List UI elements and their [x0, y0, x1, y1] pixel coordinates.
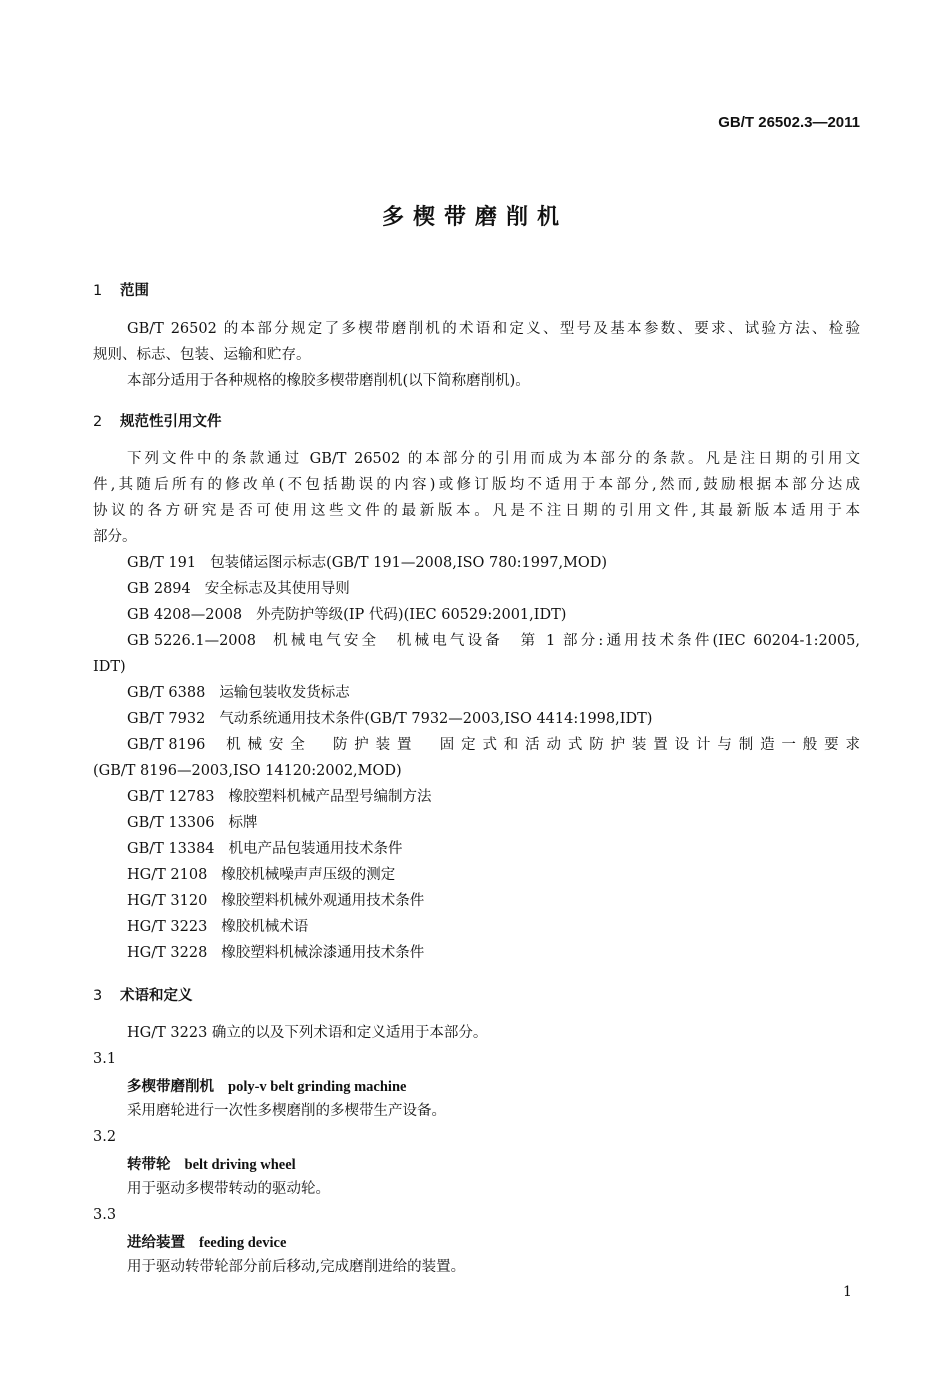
reference-code: GB 4208—2008	[127, 607, 243, 623]
paragraph: 本部分适用于各种规格的橡胶多楔带磨削机(以下简称磨削机)。	[127, 373, 530, 389]
reference-item	[127, 709, 860, 729]
paragraph-line: 下列文件中的条款通过 GB/T 26502 的本部分的引用而成为本部分的条款。凡是注日期的引用文	[127, 451, 860, 467]
section-number: 1	[93, 283, 103, 299]
reference-code: GB 2894	[127, 581, 191, 597]
reference-item	[127, 787, 860, 807]
reference-title: 机电产品包装通用技术条件	[228, 841, 403, 857]
reference-code: GB/T 13384	[127, 841, 215, 857]
reference-item	[127, 865, 860, 885]
term-heading	[127, 1075, 406, 1096]
reference-item	[127, 917, 860, 937]
reference-code: GB/T 8196	[127, 737, 206, 753]
reference-code: HG/T 2108	[127, 867, 208, 883]
reference-title: 气动系统通用技术条件(GB/T 7932—2003,ISO 4414:1998,IDT)	[219, 711, 653, 727]
term-definition: 用于驱动转带轮部分前后移动,完成磨削进给的装置。	[127, 1259, 466, 1275]
reference-code: HG/T 3228	[127, 945, 208, 961]
term-number: 3.2	[93, 1129, 117, 1145]
section-number: 2	[93, 414, 103, 430]
reference-title: 运输包装收发货标志	[219, 685, 350, 701]
term-zh: 多楔带磨削机	[127, 1078, 214, 1095]
paragraph-line: 协议的各方研究是否可使用这些文件的最新版本。凡是不注日期的引用文件,其最新版本适用于本	[93, 503, 860, 519]
standard-number: GB/T 26502.3—2011	[718, 114, 860, 131]
reference-title: 橡胶机械噪声声压级的测定	[221, 867, 396, 883]
section-2-heading	[93, 410, 222, 431]
term-heading	[127, 1231, 286, 1252]
term-number: 3.3	[93, 1207, 117, 1223]
reference-code: HG/T 3120	[127, 893, 208, 909]
reference-code: HG/T 3223	[127, 919, 208, 935]
section-title: 规范性引用文件	[120, 414, 222, 430]
section-title: 术语和定义	[120, 988, 193, 1004]
term-definition: 采用磨轮进行一次性多楔磨削的多楔带生产设备。	[127, 1103, 446, 1119]
paragraph-line: 件,其随后所有的修改单(不包括勘误的内容)或修订版均不适用于本部分,然而,鼓励根据本部分达成	[93, 477, 860, 493]
reference-item	[127, 683, 860, 703]
paragraph-line: GB/T 26502 的本部分规定了多楔带磨削机的术语和定义、型号及基本参数、要求、试验方法、检验	[127, 321, 860, 337]
section-1-heading	[93, 279, 149, 300]
reference-continuation: (GB/T 8196—2003,ISO 14120:2002,MOD)	[93, 763, 402, 779]
paragraph-line: 规则、标志、包装、运输和贮存。	[93, 347, 311, 363]
paragraph: HG/T 3223 确立的以及下列术语和定义适用于本部分。	[127, 1025, 488, 1041]
section-3-heading	[93, 984, 193, 1005]
reference-title: 标牌	[228, 815, 258, 831]
reference-item	[127, 943, 860, 963]
term-number: 3.1	[93, 1051, 117, 1067]
page-title: 多楔带磨削机	[381, 205, 568, 230]
reference-code: GB/T 13306	[127, 815, 215, 831]
reference-title: 包装储运图示标志(GB/T 191—2008,ISO 780:1997,MOD)	[210, 555, 608, 571]
reference-item	[127, 579, 860, 599]
reference-title: 安全标志及其使用导则	[204, 581, 350, 597]
reference-continuation: IDT)	[93, 659, 126, 675]
reference-item	[127, 813, 860, 833]
reference-code: GB 5226.1—2008	[127, 633, 256, 649]
reference-title: 橡胶塑料机械涂漆通用技术条件	[221, 945, 425, 961]
term-definition: 用于驱动多楔带转动的驱动轮。	[127, 1181, 330, 1197]
reference-title: 机械安全 防护装置 固定式和活动式防护装置设计与制造一般要求	[219, 737, 860, 753]
term-zh: 进给装置	[127, 1234, 185, 1251]
page-number: 1	[843, 1284, 852, 1300]
paragraph-line: 部分。	[93, 529, 137, 545]
reference-item	[127, 891, 860, 911]
reference-item	[127, 553, 860, 573]
reference-item	[127, 631, 860, 651]
section-title: 范围	[120, 283, 149, 299]
reference-title: 橡胶塑料机械产品型号编制方法	[228, 789, 432, 805]
reference-title: 橡胶塑料机械外观通用技术条件	[221, 893, 425, 909]
reference-code: GB/T 12783	[127, 789, 215, 805]
term-en: feeding device	[199, 1235, 287, 1251]
section-number: 3	[93, 988, 103, 1004]
term-en: poly-v belt grinding machine	[228, 1079, 407, 1095]
reference-title: 橡胶机械术语	[221, 919, 309, 935]
reference-item	[127, 605, 860, 625]
reference-item	[127, 839, 860, 859]
reference-item	[127, 735, 860, 755]
reference-title: 机械电气安全 机械电气设备 第 1 部分:通用技术条件(IEC 60204-1:2005,	[270, 633, 860, 649]
reference-title: 外壳防护等级(IP 代码)(IEC 60529:2001,IDT)	[256, 607, 567, 623]
reference-code: GB/T 7932	[127, 711, 206, 727]
term-zh: 转带轮	[127, 1156, 171, 1173]
reference-code: GB/T 6388	[127, 685, 206, 701]
term-heading	[127, 1153, 296, 1174]
reference-code: GB/T 191	[127, 555, 197, 571]
term-en: belt driving wheel	[184, 1157, 296, 1173]
